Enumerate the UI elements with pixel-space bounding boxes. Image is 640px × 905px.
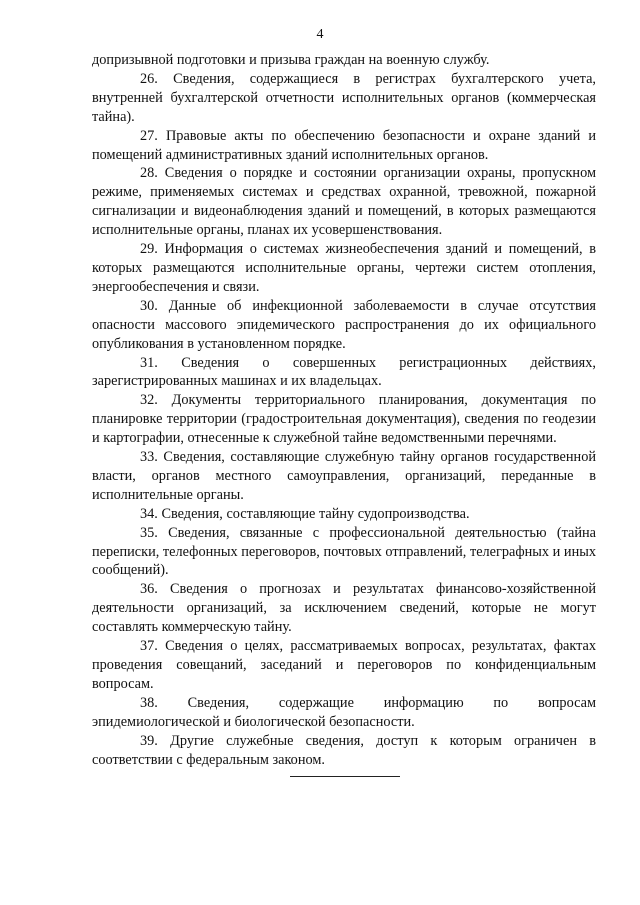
paragraph-item-36: 36. Сведения о прогнозах и результатах финансово-хозяйственной деятельности организаций, за исключением сведений, которые не могут составлять коммерческую тайну. <box>92 581 596 636</box>
paragraph-item-31: 31. Сведения о совершенных регистрационных действиях, зарегистрированных машинах и их владельцах. <box>92 354 596 390</box>
paragraph-item-29: 29. Информация о системах жизнеобеспечения зданий и помещений, в которых размещаются исполнительные органы, чертежи систем отопления, энергообеспечения и связи. <box>92 241 596 295</box>
paragraph-item-35: 35. Сведения, связанные с профессиональной деятельностью (тайна переписки, телефонных переговоров, почтовых отправлений, телеграфных и иных сообщений). <box>92 524 596 579</box>
paragraph-item-26: 26. Сведения, содержащиеся в регистрах бухгалтерского учета, внутренней бухгалтерской отчетности исполнительных органов (коммерческая тайна). <box>92 70 596 125</box>
paragraph-item-37: 37. Сведения о целях, рассматриваемых вопросах, результатах, фактах проведения совещаний, заседаний и переговоров по конфиденциальным вопросам. <box>92 638 596 692</box>
paragraph-item-39: 39. Другие служебные сведения, доступ к которым ограничен в соответствии с федеральным законом. <box>92 732 596 768</box>
paragraph-continuation: допризывной подготовки и призыва граждан на военную службу. <box>92 52 490 68</box>
paragraph-item-38: 38. Сведения, содержащие информацию по вопросам эпидемиологической и биологической безопасности. <box>92 694 596 730</box>
paragraph-item-32: 32. Документы территориального планирования, документация по планировке территории (градостроительная документация), сведения по геодезии и картографии, отнесенные к служебной тайне ведомственными перечнями. <box>92 392 596 447</box>
document-body <box>92 51 596 769</box>
end-separator-line <box>290 776 400 777</box>
page-number: 4 <box>316 27 324 42</box>
paragraph-item-27: 27. Правовые акты по обеспечению безопасности и охране зданий и помещений административных зданий исполнительных органов. <box>92 127 596 163</box>
paragraph-item-28: 28. Сведения о порядке и состоянии организации охраны, пропускном режиме, применяемых системах и средствах охранной, тревожной, пожарной сигнализации и видеонаблюдения зданий и помещений, в которых размещаются исполнительные органы, планах их усовершенствования. <box>92 165 596 239</box>
paragraph-item-30: 30. Данные об инфекционной заболеваемости в случае отсутствия опасности массового эпидемического распространения до их официального опубликования в установленном порядке. <box>92 297 596 352</box>
paragraph-item-33: 33. Сведения, составляющие служебную тайну органов государственной власти, органов местного самоуправления, организаций, переданные в исполнительные органы. <box>92 449 596 503</box>
paragraph-item-34: 34. Сведения, составляющие тайну судопроизводства. <box>140 505 470 522</box>
